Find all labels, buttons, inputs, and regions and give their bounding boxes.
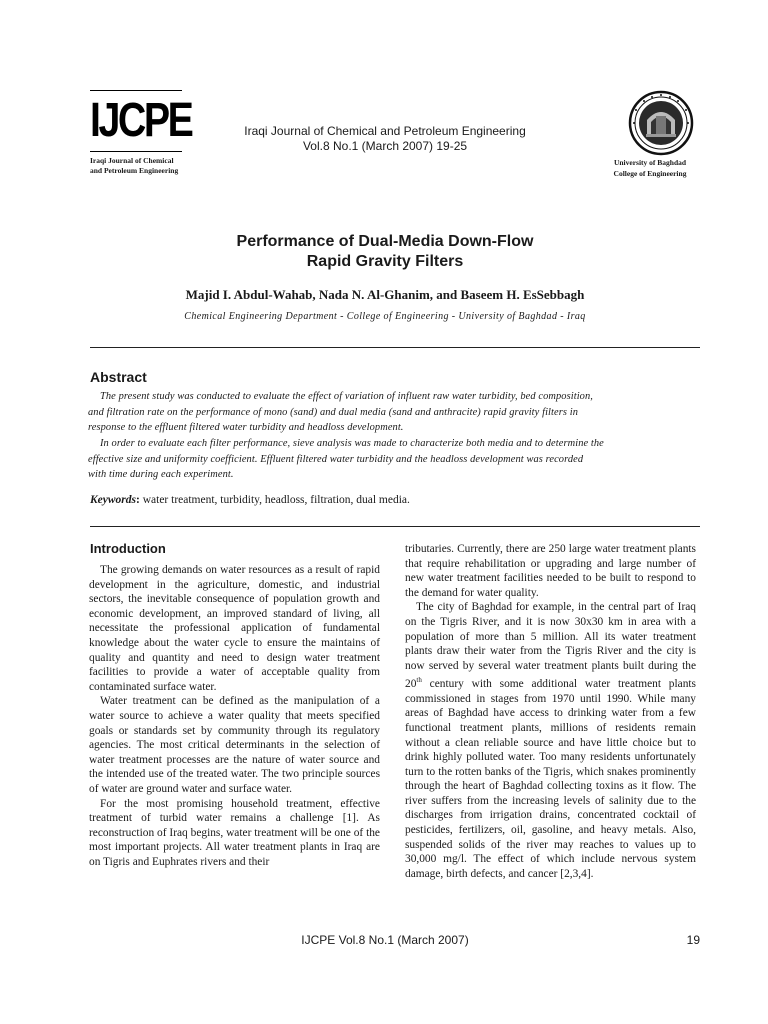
- keywords-text: water treatment, turbidity, headloss, filtration, dual media.: [139, 494, 410, 506]
- body-paragraph: tributaries. Currently, there are 250 large water treatment plants that require rehabilitation or upgrading and large number of new water treatment facilities needed to be built to respond to the demand for water quality.: [405, 543, 696, 599]
- logo-caption: [90, 156, 190, 176]
- body-paragraph: The growing demands on water resources as a result of rapid development in the agriculture, domestic, and industrial sectors, the inevitable consequence of population growth and economic development, an improved standard of living, all necessitate the professional application of fundamental knowledge about the water cycle to ensure the maintains of quality and quantity and need to design water treatment facilities to provide a water of acceptable quality from contaminated surface water.: [89, 564, 380, 693]
- body-text: century with some additional water treatment plants commissioned in stages from 1970 until 1990. While many areas of Baghdad have access to drinking water from a few functional treatment plants, millions of residents remain without a clean reliable source and have little choice but to drink highly polluted water. Too many residents unfortunately turn to the rotten banks of the Tigris, which snakes prominently through the heart of Baghdad collecting toxins as it flow. The river suffers from the increasing levels of salinity due to the discharges from irrigation drains, concentrated cocktail of pesticides, fertilizers, oil, gasoline, and heavy metals. Also, suspended solids of the river may reaches to values up to 30,000 mg/l. The effect of which include nervous system damage, birth defects, and cancer [2,3,4].: [405, 678, 696, 880]
- body-paragraph: For the most promising household treatment, effective treatment of turbid water remains a challenge [1]. As reconstruction of Iraq begins, water treatment will be one of the most important projects. All water treatment plants in Iraq are on Tigris and Euphrates rivers and their: [89, 797, 380, 868]
- university-seal-icon: [620, 90, 702, 156]
- paper-title: [150, 232, 620, 272]
- journal-volume: Vol.8 No.1 (March 2007) 19-25: [302, 139, 468, 153]
- logo-caption-line1: Iraqi Journal of Chemical: [90, 156, 174, 165]
- paper-title-line1: Performance of Dual-Media Down-Flow: [236, 233, 534, 250]
- body-paragraph: Water treatment can be defined as the manipulation of a water source to achieve a water quality that meets specified goals or standards set by community through its regulatory agencies. The most critical determinants in the selection of water treatment processes are the nature of water source and the intended use of the treated water. The two principle sources of water are ground water and surface water.: [89, 695, 380, 795]
- abstract-paragraph-2: [88, 436, 699, 483]
- logo-bottom-rule: [90, 151, 182, 152]
- abstract-paragraph-1: [88, 389, 699, 436]
- introduction-heading: Introduction: [90, 541, 166, 556]
- abstract-line: and filtration rate on the performance of mono (sand) and dual media (sand and anthracite) rapid gravity filters in: [88, 406, 579, 418]
- logo-top-rule: [90, 90, 182, 91]
- keywords: [90, 494, 700, 506]
- seal-caption-line1: University of Baghdad: [613, 158, 687, 167]
- journal-logo: [90, 90, 190, 176]
- abstract-line: with time during each experiment.: [88, 469, 234, 481]
- paper-authors: Majid I. Abdul-Wahab, Nada N. Al-Ghanim, and Baseem H. EsSebbagh: [185, 287, 585, 302]
- abstract-line: In order to evaluate each filter performance, sieve analysis was made to characterize both media and to determine the: [100, 438, 604, 449]
- seal-caption-line2: College of Engineering: [613, 169, 687, 178]
- seal-caption: [600, 157, 700, 179]
- page-number: 19: [686, 933, 700, 947]
- abstract-line: response to the effluent filtered water turbidity and headloss development.: [88, 422, 404, 434]
- superscript: th: [416, 676, 422, 685]
- abstract-heading: Abstract: [90, 369, 147, 385]
- body-text: The city of Baghdad for example, in the central part of Iraq on the Tigris River, and it is now 30x30 km in area with a population of more than 5 million. All its water treatment plants draw their water from the Tigris River and the city is now served by several water treatment plants built during the 20: [405, 601, 696, 691]
- body-column-right: [405, 542, 696, 881]
- logo-caption-line2: and Petroleum Engineering: [90, 166, 179, 175]
- keywords-label: Keywords: [90, 494, 136, 506]
- keywords-colon: :: [136, 494, 140, 506]
- body-paragraph: [405, 600, 696, 881]
- paper-title-line2: Rapid Gravity Filters: [306, 253, 464, 270]
- paper-affiliation: Chemical Engineering Department - College of Engineering - University of Baghdad - Iraq: [184, 311, 586, 322]
- logo-wordmark: IJCPE: [90, 94, 192, 147]
- abstract-line: effective size and uniformity coefficient. Effluent filtered water turbidity and the headloss development was recorded: [88, 453, 584, 465]
- divider-bottom: [90, 526, 700, 527]
- journal-name: Iraqi Journal of Chemical and Petroleum Engineering: [244, 124, 526, 138]
- journal-info: [200, 124, 570, 154]
- divider-top: [90, 347, 700, 348]
- body-column-left: [89, 563, 380, 869]
- abstract-line: The present study was conducted to evaluate the effect of variation of influent raw water turbidity, bed composition,: [100, 391, 593, 402]
- footer-journal: IJCPE Vol.8 No.1 (March 2007): [301, 933, 469, 947]
